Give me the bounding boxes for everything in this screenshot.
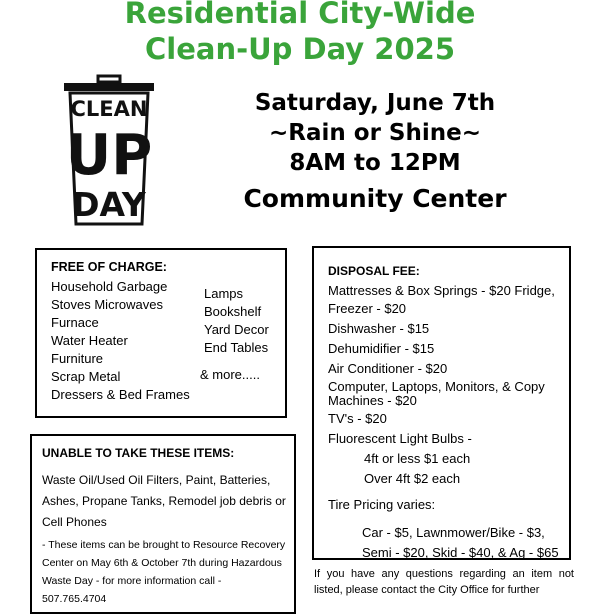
list-item: Dressers & Bed Frames bbox=[51, 387, 190, 402]
tire-pricing-line-2: Semi - $20, Skid - $40, & Ag - $65 bbox=[362, 545, 559, 560]
fee-item: Fluorescent Light Bulbs - bbox=[328, 431, 472, 446]
disposal-fee-heading: DISPOSAL FEE: bbox=[328, 264, 420, 278]
list-item: Water Heater bbox=[51, 333, 128, 348]
list-item: Furniture bbox=[51, 351, 104, 366]
trash-can-lid bbox=[64, 83, 154, 91]
hazardous-waste-note: - These items can be brought to Resource Recovery Center on May 6th & October 7th during Hazardous Waste Day - for more information call - 507.765.4704 bbox=[42, 539, 286, 605]
fee-item: Dishwasher - $15 bbox=[328, 321, 430, 336]
list-item: Yard Decor bbox=[204, 322, 269, 337]
footer-note: If you have any questions regarding an item not listed, please contact the City Office for further bbox=[314, 568, 574, 596]
unable-to-take-box bbox=[30, 434, 296, 614]
title-line-1: Residential City-Wide bbox=[124, 0, 476, 30]
unable-items-text: Waste Oil/Used Oil Filters, Paint, Batteries, Ashes, Propane Tanks, Remodel job debris or Cell Phones bbox=[42, 473, 286, 529]
logo-word-day: DAY bbox=[72, 185, 146, 224]
event-weather-note: ~Rain or Shine~ bbox=[269, 120, 481, 146]
event-time: 8AM to 12PM bbox=[289, 150, 461, 176]
disposal-fee-box bbox=[312, 246, 571, 560]
fee-item: Mattresses & Box Springs - $20 Fridge, Freezer - $20 bbox=[328, 283, 555, 316]
tire-pricing-heading: Tire Pricing varies: bbox=[328, 497, 436, 512]
clean-up-day-logo bbox=[62, 76, 156, 226]
list-item: Lamps bbox=[204, 286, 244, 301]
fee-item-bulb-small: 4ft or less $1 each bbox=[364, 451, 471, 466]
fee-item: Air Conditioner - $20 bbox=[328, 361, 448, 376]
list-item: End Tables bbox=[204, 340, 269, 355]
logo-word-clean: CLEAN bbox=[70, 97, 148, 121]
event-location: Community Center bbox=[243, 184, 507, 213]
free-items-column-2 bbox=[204, 285, 269, 357]
title-line-2: Clean-Up Day 2025 bbox=[144, 32, 455, 66]
logo-word-up: UP bbox=[65, 123, 153, 188]
trash-can-handle bbox=[98, 76, 120, 82]
event-date: Saturday, June 7th bbox=[254, 90, 496, 116]
trash-can-icon bbox=[62, 76, 156, 226]
list-item: Stoves Microwaves bbox=[51, 297, 163, 312]
free-items-column-1 bbox=[51, 278, 190, 404]
list-item: Scrap Metal bbox=[51, 369, 121, 384]
fee-item-bulb-large: Over 4ft $2 each bbox=[364, 471, 461, 486]
list-item: Furnace bbox=[51, 315, 99, 330]
list-item: Household Garbage bbox=[51, 279, 168, 294]
free-items-more: & more..... bbox=[200, 367, 260, 382]
fee-item: Computer, Laptops, Monitors, & Copy Machines - $20 bbox=[328, 379, 545, 408]
disposal-fee-list bbox=[328, 282, 566, 562]
free-of-charge-box bbox=[35, 248, 287, 418]
list-item: Bookshelf bbox=[204, 304, 262, 319]
tire-pricing-line-1: Car - $5, Lawnmower/Bike - $3, bbox=[362, 525, 545, 540]
fee-item: Dehumidifier - $15 bbox=[328, 341, 435, 356]
free-of-charge-heading: FREE OF CHARGE: bbox=[51, 260, 167, 274]
unable-heading: UNABLE TO TAKE THESE ITEMS: bbox=[42, 446, 235, 460]
fee-item: TV's - $20 bbox=[328, 411, 387, 426]
